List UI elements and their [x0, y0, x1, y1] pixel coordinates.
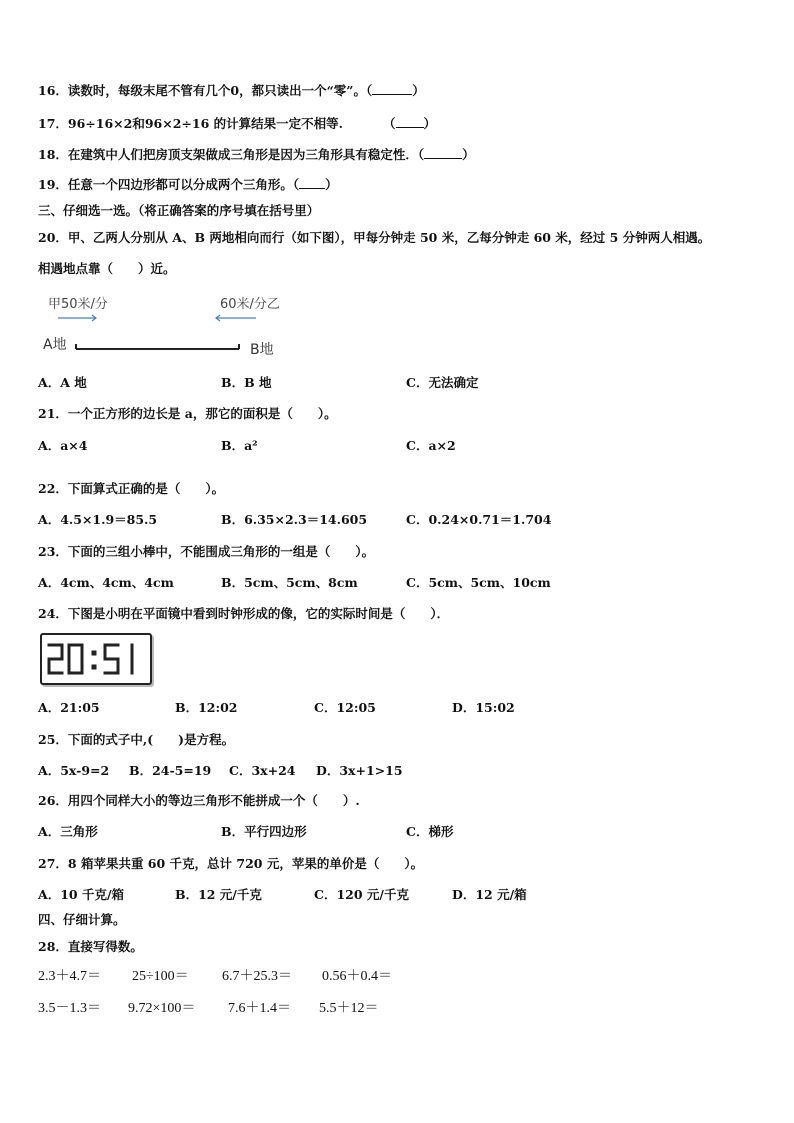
question-17: [38, 116, 436, 132]
question-25: 25．下面的式子中,( )是方程。: [38, 732, 235, 747]
answer-blank[interactable]: [424, 147, 462, 159]
option-23b[interactable]: B．5cm、5cm、8cm: [221, 575, 358, 590]
jia-speed-label: 甲50米/分: [48, 297, 108, 312]
question-17-close: ）: [423, 116, 437, 131]
point-b-label: B地: [250, 342, 274, 358]
option-25d[interactable]: D．3x+1>15: [316, 763, 403, 778]
section-3-heading: 三、仔细选一选。（将正确答案的序号填在括号里）: [38, 203, 320, 218]
question-17-open: （: [382, 116, 396, 131]
question-16: [38, 83, 425, 99]
question-24: 24．下图是小明在平面镜中看到时钟形成的像，它的实际时间是（ ）．: [38, 606, 450, 621]
option-21c[interactable]: C．a×2: [406, 438, 456, 453]
question-16-close: ）: [412, 83, 425, 98]
option-24b[interactable]: B．12:02: [175, 700, 238, 715]
section-4-heading: 四、仔细计算。: [38, 912, 126, 927]
calc-item: 6.7＋25.3＝: [222, 969, 292, 984]
answer-blank[interactable]: [372, 83, 412, 95]
question-28: 28．直接写得数。: [38, 939, 143, 954]
option-21b[interactable]: B．a²: [221, 438, 258, 453]
option-27a[interactable]: A．10 千克/箱: [38, 887, 125, 902]
question-26: 26．用四个同样大小的等边三角形不能拼成一个（ ）.: [38, 793, 360, 808]
question-16-text: 16．读数时，每级末尾不管有几个0，都只读出一个“零”。（: [38, 83, 373, 98]
calc-item: 9.72×100＝: [128, 1001, 196, 1016]
question-18-close: ）: [462, 147, 475, 162]
answer-blank[interactable]: [299, 177, 325, 189]
question-22: 22．下面算式正确的是（ ）。: [38, 481, 225, 496]
question-27: 27．8 箱苹果共重 60 千克，总计 720 元，苹果的单价是（ ）。: [38, 856, 424, 871]
option-21a[interactable]: A．a×4: [38, 438, 88, 453]
question-20-line-2: 相遇地点靠（ ）近。: [38, 261, 176, 276]
option-20b[interactable]: B．B 地: [221, 375, 272, 390]
calc-item: 2.3＋4.7＝: [38, 969, 101, 984]
option-26c[interactable]: C．梯形: [406, 824, 454, 839]
option-24c[interactable]: C．12:05: [314, 700, 376, 715]
option-22a[interactable]: A．4.5×1.9＝85.5: [38, 512, 158, 527]
answer-blank[interactable]: [396, 116, 424, 128]
mirror-clock-display: [40, 633, 152, 685]
clock-digits: [42, 635, 150, 683]
option-23c[interactable]: C．5cm、5cm、10cm: [406, 575, 551, 590]
option-26b[interactable]: B．平行四边形: [221, 824, 307, 839]
meeting-diagram: [38, 292, 298, 362]
option-24a[interactable]: A．21:05: [38, 700, 100, 715]
option-24d[interactable]: D．15:02: [452, 700, 515, 715]
option-20a[interactable]: A．A 地: [38, 375, 87, 390]
question-21: 21．一个正方形的边长是 a，那它的面积是（ ）。: [38, 406, 337, 421]
option-25c[interactable]: C．3x+24: [229, 763, 296, 778]
option-23a[interactable]: A．4cm、4cm、4cm: [38, 575, 174, 590]
question-19-close: ）: [325, 177, 338, 192]
point-a-label: A地: [43, 337, 67, 353]
option-22c[interactable]: C．0.24×0.71＝1.704: [406, 512, 552, 527]
question-19: [38, 177, 338, 193]
calc-item: 3.5－1.3＝: [38, 1001, 101, 1016]
option-25b[interactable]: B．24-5=19: [129, 763, 212, 778]
question-23: 23．下面的三组小棒中，不能围成三角形的一组是（ ）。: [38, 544, 375, 559]
question-18: [38, 147, 475, 163]
option-27b[interactable]: B．12 元/千克: [175, 887, 262, 902]
question-17-text: 17．96÷16×2和96×2÷16 的计算结果一定不相等.: [38, 116, 343, 131]
calc-item: 25÷100＝: [132, 969, 189, 984]
option-22b[interactable]: B．6.35×2.3＝14.605: [221, 512, 368, 527]
question-18-text: 18．在建筑中人们把房顶支架做成三角形是因为三角形具有稳定性．（: [38, 147, 425, 162]
yi-speed-label: 60米/分乙: [220, 297, 280, 312]
calc-item: 0.56＋0.4＝: [322, 969, 392, 984]
question-20-line-1: 20．甲、乙两人分别从 A、B 两地相向而行（如下图），甲每分钟走 50 米，乙每分钟走 60 米，经过 5 分钟两人相遇。: [38, 230, 711, 245]
question-19-text: 19．任意一个四边形都可以分成两个三角形。（: [38, 177, 300, 192]
option-25a[interactable]: A．5x-9=2: [38, 763, 110, 778]
calc-item: 5.5＋12＝: [319, 1001, 379, 1016]
option-20c[interactable]: C．无法确定: [406, 375, 479, 390]
option-27c[interactable]: C．120 元/千克: [314, 887, 409, 902]
option-26a[interactable]: A．三角形: [38, 824, 98, 839]
calc-item: 7.6＋1.4＝: [228, 1001, 291, 1016]
option-27d[interactable]: D．12 元/箱: [452, 887, 527, 902]
